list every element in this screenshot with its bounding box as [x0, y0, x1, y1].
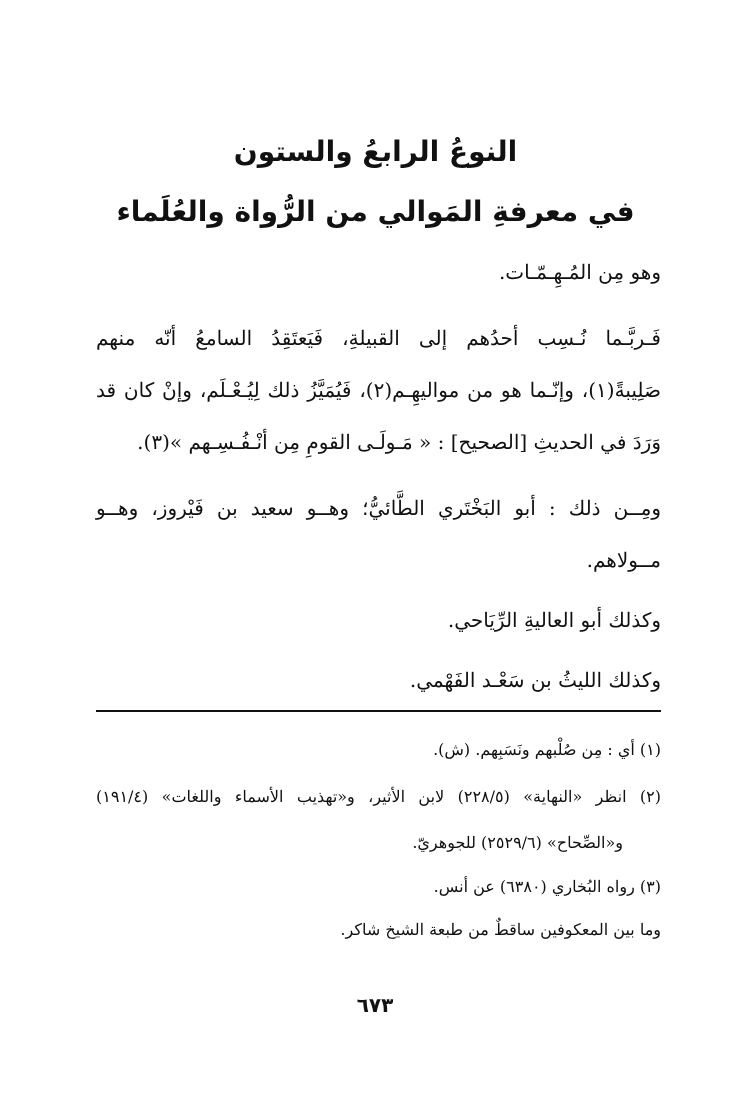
footnote-3: (٣) رواه البُخاري (٦٣٨٠) عن أنس.: [433, 877, 661, 896]
footnote-2-line1: (٢) انظر «النهاية» (٢٢٨/٥) لابن الأثير، و«تهذيب الأسماء واللغات» (١٩١/٤): [96, 787, 662, 806]
page-number: ٦٧٣: [356, 993, 394, 1017]
footnote-2-line2: و«الصِّحاح» (٢٥٢٩/٦) للجوهريّ.: [412, 833, 623, 852]
abu-aliya-line: وكذلك أبو العاليةِ الرِّيَاحي.: [447, 608, 661, 632]
paragraph2-line2: مــولاهم.: [586, 548, 661, 572]
paragraph1-line3: وَرَدَ في الحديثِ [الصحيح] : « مَـولَـى القومِ مِن أنْـفُـسِـهم »(٣).: [137, 430, 661, 454]
paragraph1-line2: صَلِيبةً(١)، وإنّـما هو من مواليهِـم(٢)، فَيُمَيَّزُ ذلك لِيُـعْـلَم، وإنْ كان قد: [96, 378, 661, 402]
footnote-note: وما بين المعكوفين ساقطٌ من طبعة الشيخ شاكر.: [340, 920, 661, 939]
footnote-1: (١) أي : مِن صُلْبهم ونَسَبِهم. (ش).: [433, 740, 661, 759]
paragraph2-line1: ومِــن ذلك : أبو البَخْتَري الطَّائيُّ؛ وهــو سعيد بن فَيْروز، وهــو: [96, 496, 661, 520]
paragraph1-line1: فَـربَّـما نُـسِب أحدُهم إلى القبيلةِ، فَيَعتَقِدُ السامعُ أنّه منهم: [96, 326, 661, 350]
chapter-subtitle: في معرفةِ المَوالي من الرُّواة والعُلَماء: [116, 195, 635, 228]
chapter-title: النوعُ الرابعُ والستون: [233, 135, 518, 168]
footnote-divider: [96, 710, 661, 712]
intro-line: وهو مِن المُـهِـمّـات.: [498, 260, 661, 284]
layth-line: وكذلك الليثُ بن سَعْـد الفَهْمي.: [409, 668, 661, 692]
